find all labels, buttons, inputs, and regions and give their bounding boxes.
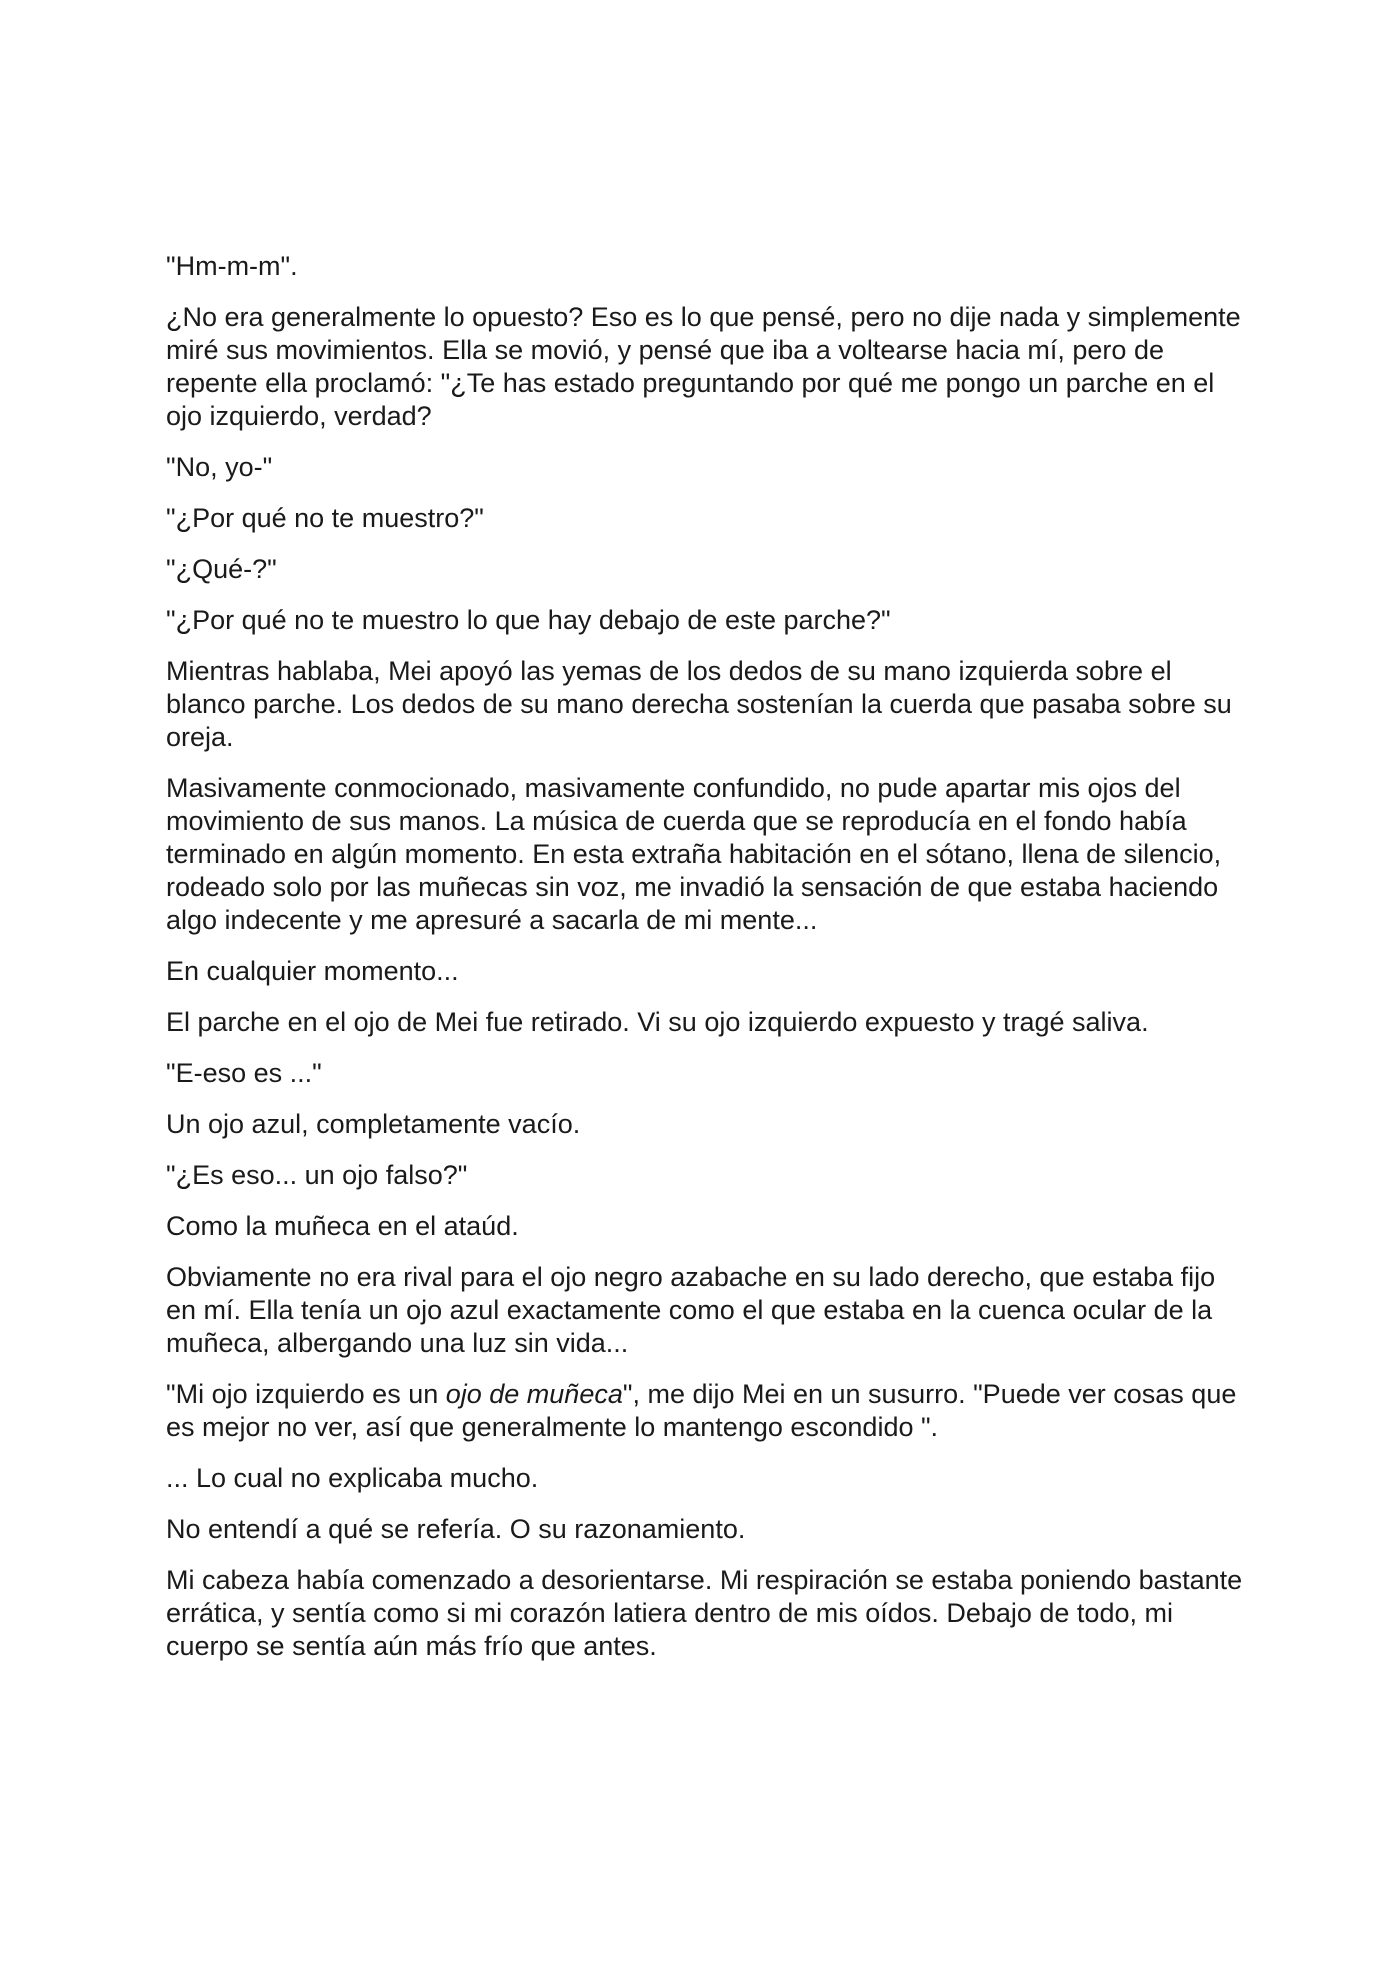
quote-emphasis: ojo de muñeca <box>445 1379 623 1409</box>
paragraph: ¿No era generalmente lo opuesto? Eso es lo que pensé, pero no dije nada y simplemente miré sus movimientos. Ella se movió, y pensé que iba a voltearse hacia mí, pero de repente ella proclamó: "¿Te has estado preguntando por qué me pongo un parche en el ojo izquierdo, verdad? <box>166 302 1241 431</box>
paragraph: Un ojo azul, completamente vacío. <box>166 1109 581 1139</box>
paragraph: El parche en el ojo de Mei fue retirado. Vi su ojo izquierdo expuesto y tragé saliva. <box>166 1007 1149 1037</box>
paragraph: Masivamente conmocionado, masivamente confundido, no pude apartar mis ojos del movimiento de sus manos. La música de cuerda que se reproducía en el fondo había terminado en algún momento. En esta extraña habitación en el sótano, llena de silencio, rodeado solo por las muñecas sin voz, me invadió la sensación de que estaba haciendo algo indecente y me apresuré a sacarla de mi mente... <box>166 773 1222 935</box>
paragraph: En cualquier momento... <box>166 956 459 986</box>
paragraph: "E-eso es ..." <box>166 1058 322 1088</box>
paragraph: Mientras hablaba, Mei apoyó las yemas de los dedos de su mano izquierda sobre el blanco parche. Los dedos de su mano derecha sostenían la cuerda que pasaba sobre su oreja. <box>166 656 1232 752</box>
text-column <box>166 250 1246 1681</box>
paragraph: "¿Qué-?" <box>166 554 277 584</box>
paragraph: No entendí a qué se refería. O su razonamiento. <box>166 1514 746 1544</box>
paragraph: ... Lo cual no explicaba mucho. <box>166 1463 539 1493</box>
paragraph: "¿Por qué no te muestro?" <box>166 503 484 533</box>
paragraph: "¿Por qué no te muestro lo que hay debajo de este parche?" <box>166 605 891 635</box>
paragraph: "No, yo-" <box>166 452 273 482</box>
paragraph: Como la muñeca en el ataúd. <box>166 1211 519 1241</box>
quote-before: "Mi ojo izquierdo es un <box>166 1379 446 1409</box>
quote-paragraph <box>166 1378 1246 1444</box>
paragraph: "Hm-m-m". <box>166 251 298 281</box>
paragraph: "¿Es eso... un ojo falso?" <box>166 1160 468 1190</box>
quote-after: ", me dijo Mei en un susurro. "Puede ver cosas que es mejor no ver, así que generalmente lo mantengo escondido ". <box>166 1379 1237 1442</box>
paragraph: Mi cabeza había comenzado a desorientarse. Mi respiración se estaba poniendo bastante errática, y sentía como si mi corazón latiera dentro de mis oídos. Debajo de todo, mi cuerpo se sentía aún más frío que antes. <box>166 1565 1243 1661</box>
paragraph: Obviamente no era rival para el ojo negro azabache en su lado derecho, que estaba fijo en mí. Ella tenía un ojo azul exactamente como el que estaba en la cuenca ocular de la muñeca, albergando una luz sin vida... <box>166 1262 1216 1358</box>
